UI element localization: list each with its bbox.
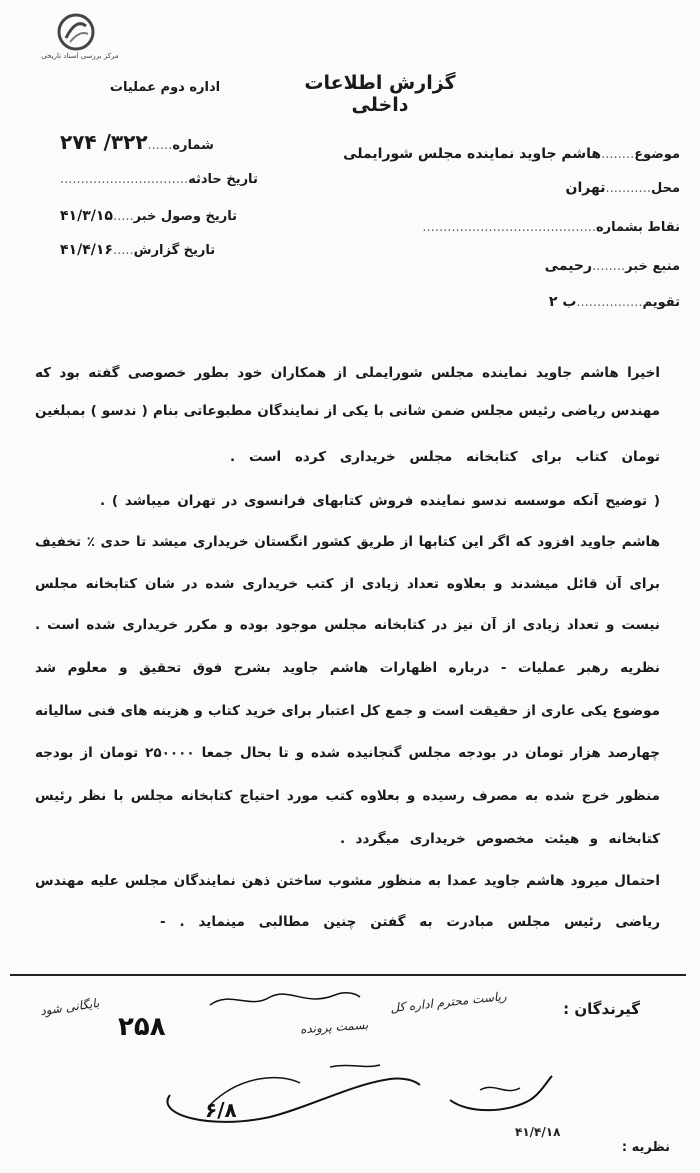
body-line: برای آن قائل میشدند و بعلاوه تعداد زیادی از کتب خریداری شده در شان کتابخانه مجلس bbox=[35, 576, 660, 592]
report-date-value: ۴۱/۴/۱۶ bbox=[60, 242, 113, 258]
handwritten-note: بایگانی شود bbox=[39, 995, 101, 1019]
handwritten-date: ۴۱/۴/۱۸ bbox=[515, 1125, 561, 1139]
region-label: نقاط بشماره bbox=[595, 220, 680, 235]
report-date-field: تاریخ گزارش.....۴۱/۴/۱۶ bbox=[60, 242, 216, 258]
report-date-label: تاریخ گزارش bbox=[133, 243, 216, 258]
place-label: محل bbox=[650, 181, 680, 196]
body-line: تومان کتاب برای کتابخانه مجلس خریداری کرده است . bbox=[230, 449, 660, 465]
body-line: کتابخانه و هیئت مخصوص خریداری میگردد . bbox=[340, 831, 660, 847]
body-line: هاشم جاوید افزود که اگر این کتابها از طریق کشور انگستان خریداری میشد تا حدی ٪ تخفیف bbox=[35, 534, 660, 550]
source-value: رحیمی bbox=[544, 258, 593, 274]
received-date-label: تاریخ وصول خبر bbox=[133, 209, 238, 224]
event-date-label: تاریخ حادثه bbox=[188, 172, 258, 187]
event-date-field: تاریخ حادثه............................... bbox=[60, 172, 258, 187]
footer-divider bbox=[10, 974, 686, 976]
number-field: شماره......۳۲۲/ ۲۷۴ bbox=[60, 130, 214, 154]
handwritten-folio: ۶/۸ bbox=[205, 1098, 237, 1122]
archive-logo bbox=[30, 12, 130, 68]
subject-label: موضوع bbox=[634, 147, 680, 162]
handwritten-note: بسمت پرونده bbox=[299, 1017, 369, 1037]
source-field: منبع خبر........رحیمی bbox=[544, 258, 680, 274]
received-date-field: تاریخ وصول خبر.....۴۱/۳/۱۵ bbox=[60, 208, 238, 224]
body-line: نظریه رهبر عملیات - درباره اظهارات هاشم جاوید بشرح فوق تحقیق و معلوم شد bbox=[35, 660, 660, 676]
recipients-label: گیرندگان : bbox=[563, 1000, 640, 1018]
body-line: ریاضی رئیس مجلس مبادرت به گفتن چنین مطالبی مینماید . - bbox=[160, 914, 660, 930]
source-label: منبع خبر bbox=[625, 259, 680, 274]
handwritten-number: ۲۵۸ bbox=[118, 1012, 166, 1042]
number-label: شماره bbox=[172, 138, 214, 153]
place-field: محل...........تهران bbox=[565, 180, 680, 196]
rating-value: ب ۲ bbox=[548, 294, 577, 310]
region-field: نقاط بشماره.......................................... bbox=[422, 220, 680, 235]
body-line: مهندس ریاضی رئیس مجلس ضمن شانی با یکی از نمایندگان مطبوعاتی بنام ( ندسو ) بمبلغین bbox=[35, 403, 660, 419]
number-value: ۳۲۲/ ۲۷۴ bbox=[60, 130, 148, 154]
body-line: احتمال میرود هاشم جاوید عمدا به منظور مشوب ساختن ذهن نمایندگان مجلس علیه مهندس bbox=[35, 873, 660, 889]
body-line: نیست و تعداد زیادی از آن نیز در کتابخانه مجلس موجود بوده و مکرر خریداری شده است . bbox=[35, 617, 660, 633]
note-label: نظریه : bbox=[621, 1140, 670, 1155]
body-line: اخیرا هاشم جاوید نماینده مجلس شورایملی از همکاران خود بطور خصوصی گفته بود که bbox=[35, 365, 660, 381]
archive-logo-text: مرکز بررسی اسناد تاریخی bbox=[41, 52, 119, 60]
subject-field: موضوع........هاشم جاوید نماینده مجلس شورایملی bbox=[343, 146, 680, 162]
body-line: چهارصد هزار تومان در بودجه مجلس گنجانیده شده و تا بحال جمعا ۲۵۰۰۰۰ تومان از بودجه bbox=[35, 745, 660, 761]
signature-mark bbox=[205, 985, 365, 1015]
signature-mark bbox=[440, 1070, 560, 1120]
body-line: ( توضیح آنکه موسسه ندسو نماینده فروش کتابهای فرانسوی در تهران میباشد ) . bbox=[100, 493, 660, 509]
body-line: موضوع یکی عاری از حقیقت است و جمع کل اعتبار برای خرید کتاب و هزینه های فنی سالیانه bbox=[35, 703, 660, 719]
office-name: اداره دوم عملیات bbox=[109, 80, 221, 95]
body-line: منظور خرج شده به مصرف رسیده و بعلاوه کتب مورد احتیاج کتابخانه مجلس با نظر رئیس bbox=[35, 788, 660, 804]
archive-logo-icon bbox=[56, 12, 96, 52]
signature-mark bbox=[150, 1055, 430, 1135]
report-title: گزارش اطلاعات داخلی bbox=[304, 72, 456, 116]
rating-label: تقویم bbox=[642, 295, 680, 310]
received-date-value: ۴۱/۳/۱۵ bbox=[60, 208, 113, 224]
rating-field: تقویم................ب ۲ bbox=[548, 294, 680, 310]
place-value: تهران bbox=[565, 180, 606, 196]
subject-value: هاشم جاوید نماینده مجلس شورایملی bbox=[343, 146, 602, 162]
handwritten-note: ریاست محترم اداره کل bbox=[389, 988, 508, 1016]
